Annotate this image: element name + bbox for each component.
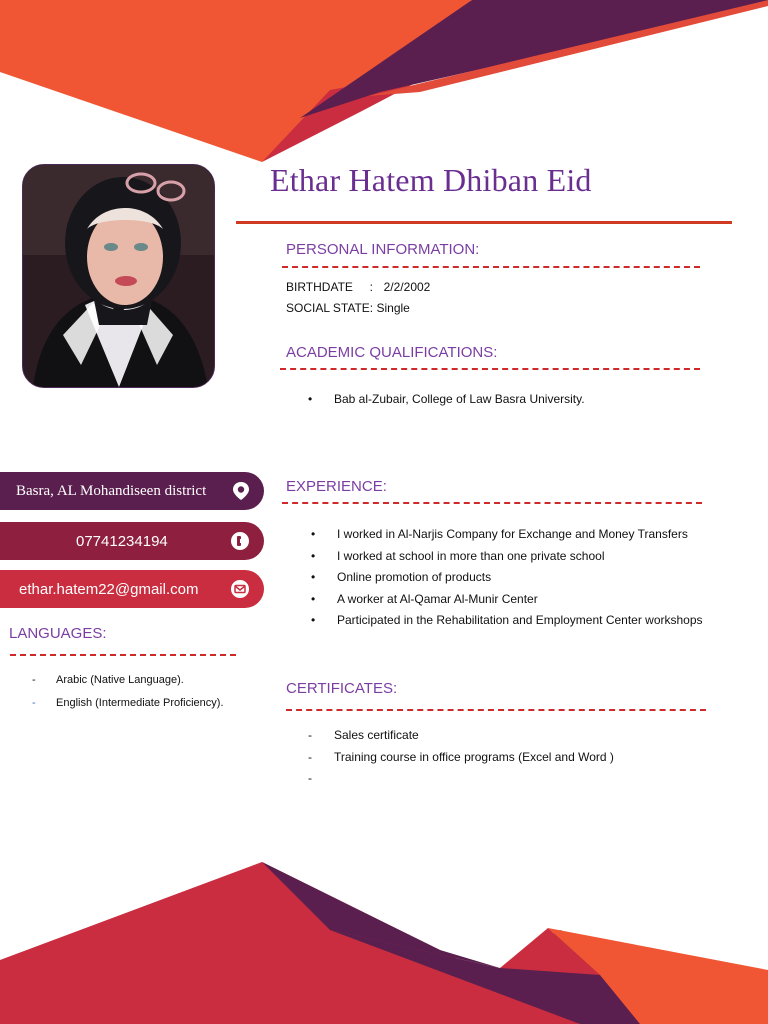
personal-info-divider bbox=[282, 266, 700, 268]
name-underline bbox=[236, 221, 732, 224]
phone-pill bbox=[0, 522, 264, 560]
full-name: Ethar Hatem Dhiban Eid bbox=[270, 162, 592, 198]
personal-info-title: PERSONAL INFORMATION: bbox=[286, 241, 480, 258]
academic-divider bbox=[280, 368, 700, 370]
list-item: - Training course in office programs (Excel and Word ) bbox=[308, 749, 614, 764]
academic-list bbox=[308, 389, 585, 411]
location-pin-icon bbox=[231, 481, 251, 501]
certificates-list: - Sales certificate - Training course in office programs (Excel and Word ) - bbox=[308, 725, 614, 768]
phone-icon bbox=[230, 531, 250, 551]
profile-photo bbox=[22, 164, 215, 388]
experience-title: EXPERIENCE: bbox=[286, 478, 387, 495]
email-address[interactable]: ethar.hatem22@gmail.com bbox=[19, 580, 199, 598]
list-item: - Sales certificate bbox=[308, 728, 419, 742]
list-item: • Bab al-Zubair, College of Law Basra University. bbox=[308, 392, 585, 406]
avatar bbox=[23, 165, 214, 387]
languages-divider bbox=[10, 654, 236, 656]
experience-divider bbox=[282, 502, 702, 504]
social-state-label: SOCIAL STATE: bbox=[286, 301, 374, 315]
address-pill bbox=[0, 472, 264, 510]
birthdate-separator: : bbox=[369, 280, 373, 294]
certificates-title: CERTIFICATES: bbox=[286, 680, 398, 697]
social-state-row bbox=[286, 301, 410, 315]
experience-list bbox=[311, 524, 703, 632]
list-item: • I worked at school in more than one private school bbox=[311, 548, 605, 563]
list-item: • Participated in the Rehabilitation and Employment Center workshops bbox=[311, 613, 703, 627]
languages-list bbox=[32, 669, 224, 715]
list-item: - English (Intermediate Proficiency). bbox=[32, 697, 224, 709]
phone-number: 07741234194 bbox=[76, 532, 168, 550]
email-icon bbox=[230, 579, 250, 599]
list-item: • I worked in Al-Narjis Company for Exchange and Money Transfers bbox=[311, 527, 688, 541]
address-text: Basra, AL Mohandiseen district bbox=[16, 482, 207, 499]
list-item: - Arabic (Native Language). bbox=[32, 674, 184, 686]
certificates-divider bbox=[286, 709, 706, 711]
birthdate-label: BIRTHDATE bbox=[286, 280, 353, 294]
list-item: • A worker at Al-Qamar Al-Munir Center bbox=[311, 591, 538, 606]
social-state-value: Single bbox=[376, 301, 410, 315]
languages-title: LANGUAGES: bbox=[9, 625, 107, 642]
list-item: • Online promotion of products bbox=[311, 570, 492, 584]
academic-title: ACADEMIC QUALIFICATIONS: bbox=[286, 344, 498, 361]
birthdate-value: 2/2/2002 bbox=[383, 280, 431, 294]
birthdate-row bbox=[286, 280, 430, 294]
email-pill bbox=[0, 570, 264, 608]
